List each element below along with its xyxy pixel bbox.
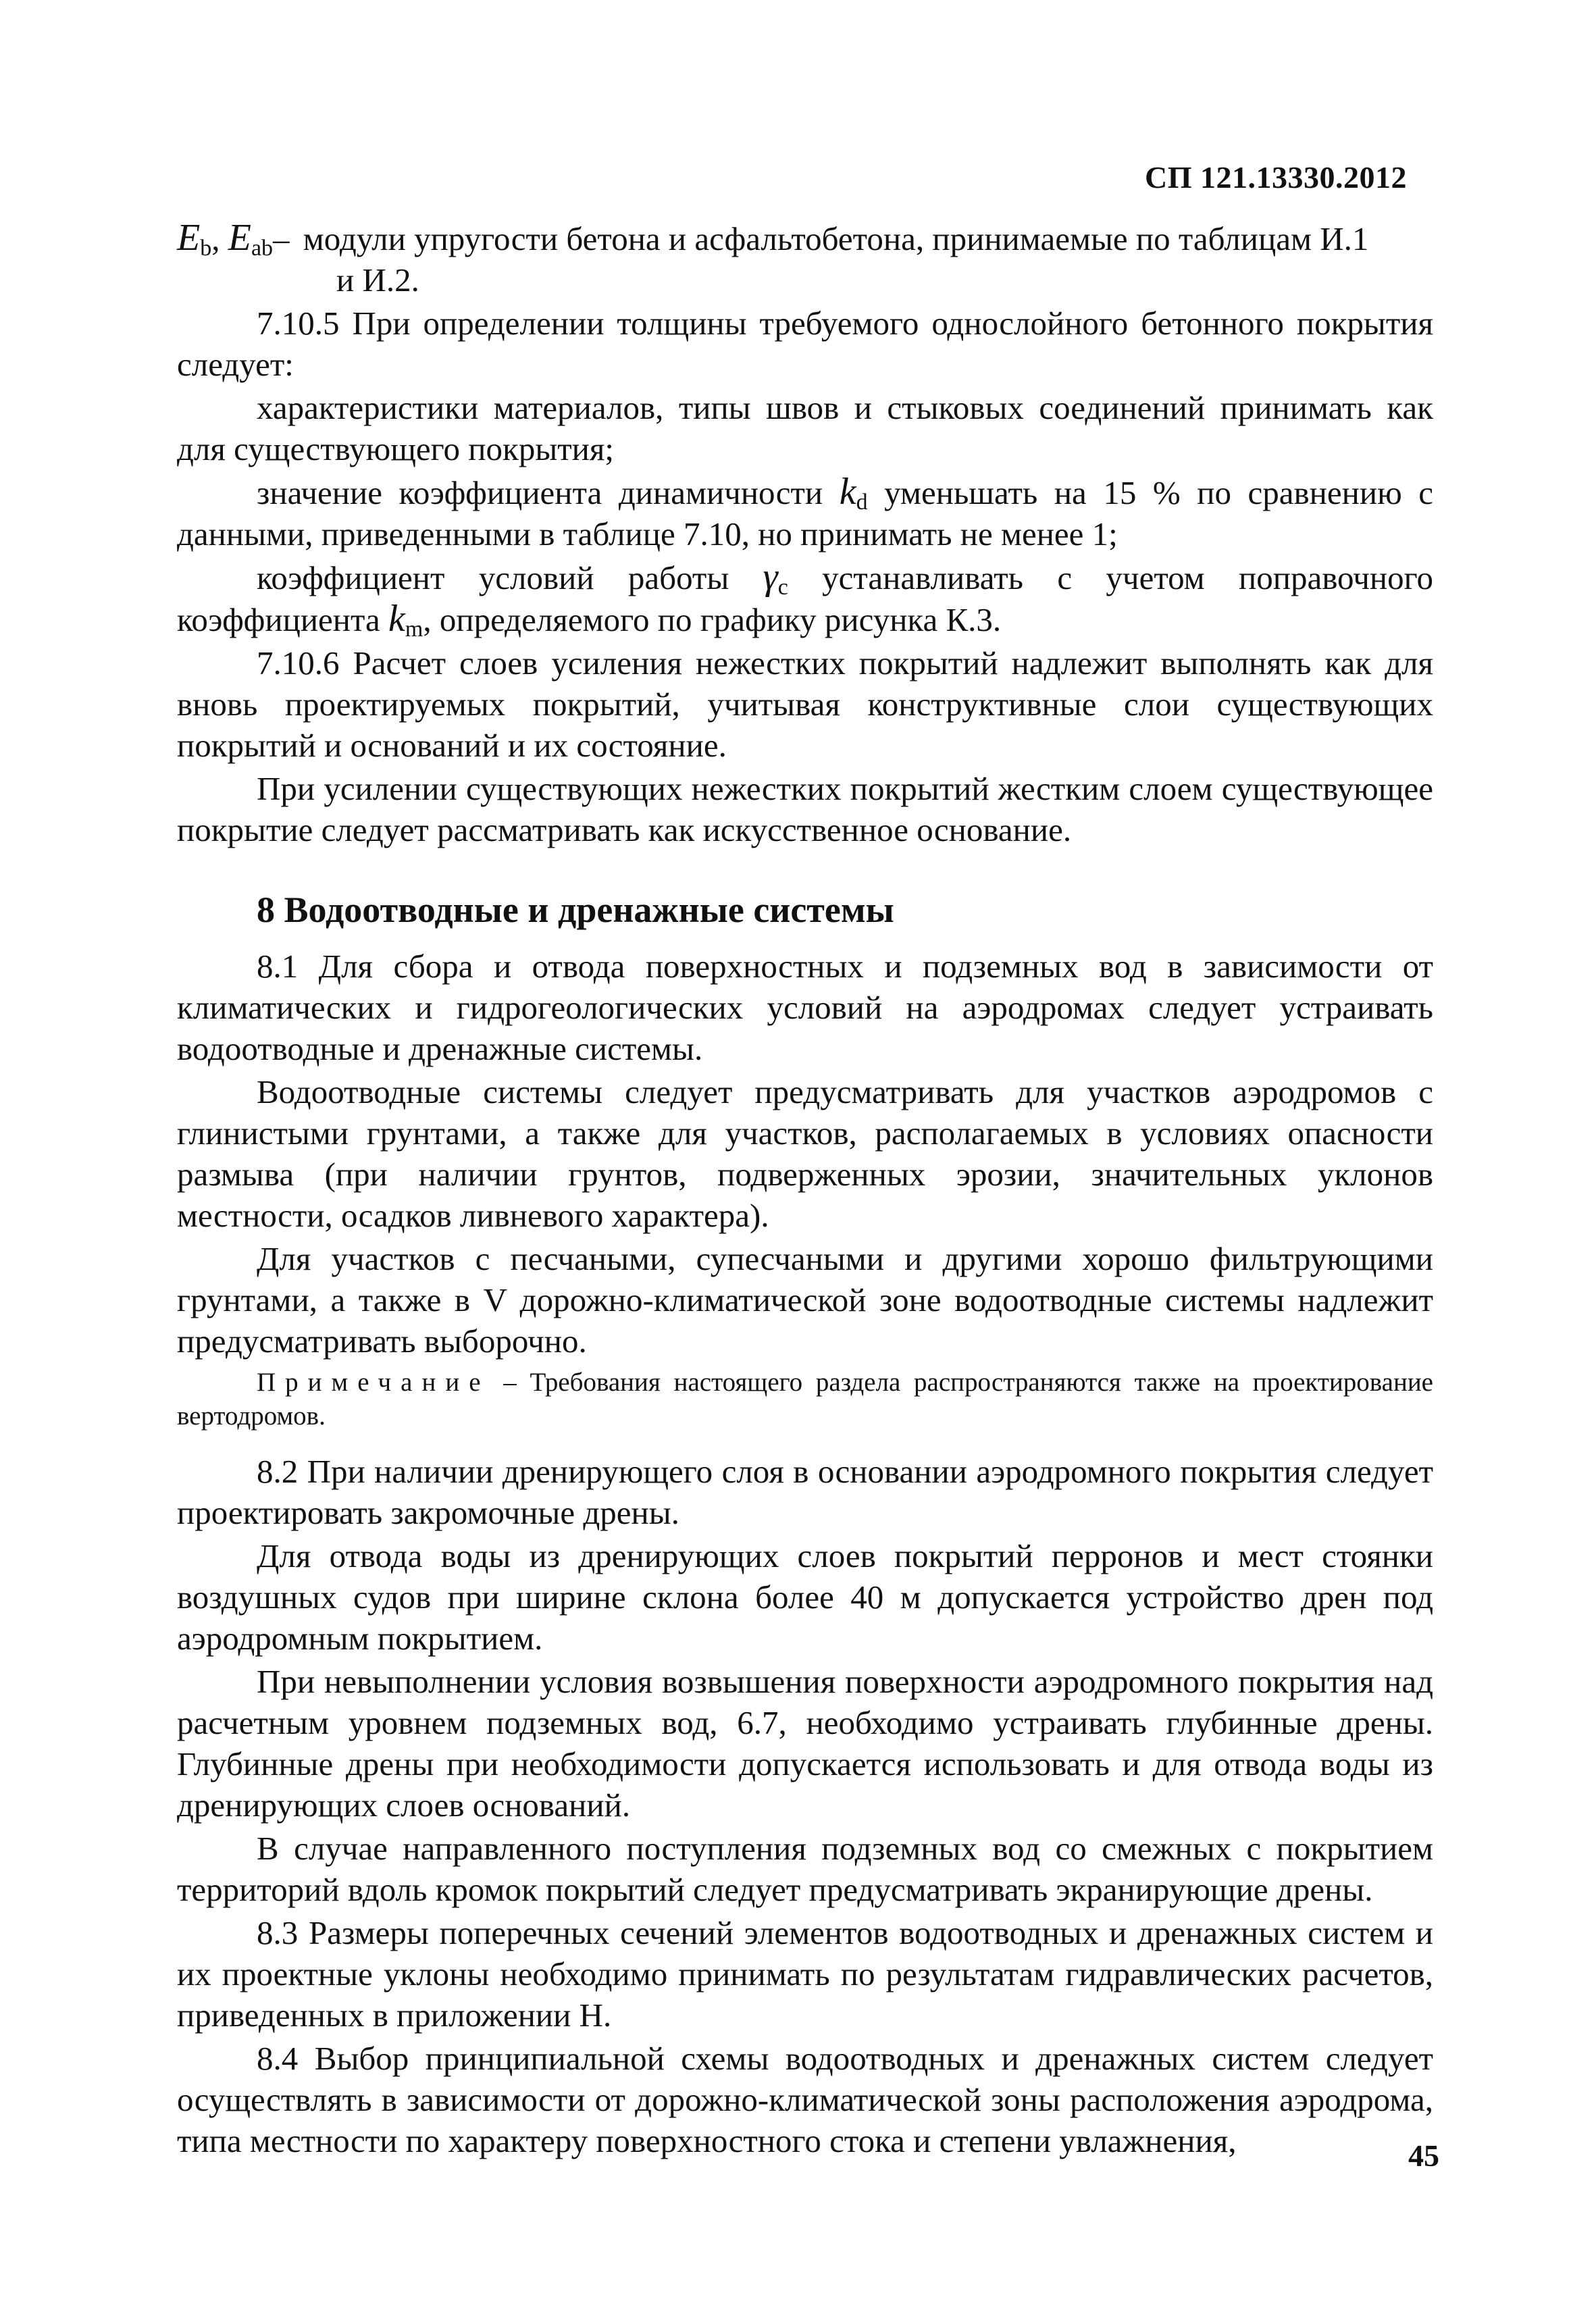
paragraph-deep-drains: При невыполнении условия возвышения поверхности аэродромного покрытия над расчетным уровнем подземных вод, 6.7, необходимо устраивать глубинные дрены. Глубинные дрены при необходимости допускается использовать и для отвода воды из дренирующих слоев оснований. bbox=[177, 1663, 1433, 1824]
document-body bbox=[177, 217, 1433, 2163]
note-label: Примечание bbox=[257, 1368, 490, 1397]
paragraph-7-10-6: 7.10.6 Расчет слоев усиления нежестких покрытий надлежит выполнять как для вновь проектируемых покрытий, учитывая конструктивные слои существующих покрытий и оснований и их состояние. bbox=[177, 644, 1433, 764]
section-8-heading: 8 Водоотводные и дренажные системы bbox=[257, 890, 894, 930]
definition-terms: $E_b$, $E_{ab}-$ bbox=[177, 217, 290, 261]
paragraph-8-4: 8.4 Выбор принципиальной схемы водоотводных и дренажных систем следует осуществлять в зависимости от дорожно-климатической зоны расположения аэродрома, типа местности по характеру поверхностного стока и степени увлажнения, bbox=[177, 2040, 1433, 2159]
symbol-k: k bbox=[839, 471, 856, 513]
list-item-work-coefficient: коэффициент условий работы $\gamma_c$ устанавливать с учетом поправочного коэффициента $k_m$, определяемого по графику рисунка К.3. bbox=[177, 556, 1433, 642]
note-text: – Требования настоящего раздела распространяются также на проектирование вертодромов. bbox=[177, 1368, 1433, 1431]
paragraph-8-1: 8.1 Для сбора и отвода поверхностных и подземных вод в зависимости от климатических и гидрогеологических условий на аэродромах следует устраивать водоотводные и дренажные системы. bbox=[177, 948, 1433, 1067]
paragraph-screen-drains: В случае направленного поступления подземных вод со смежных с покрытием территорий вдоль кромок покрытий следует предусматривать экранирующие дрены. bbox=[177, 1830, 1433, 1908]
list-item-dynamic-coefficient: значение коэффициента динамичности $k_d$ уменьшать на 15 % по сравнению с данными, приведенными в таблице 7.10, но принимать не менее 1; bbox=[177, 471, 1433, 552]
paragraph-7-10-5: 7.10.5 При определении толщины требуемого однослойного бетонного покрытия следует: bbox=[177, 305, 1433, 383]
paragraph-drainage-clay: Водоотводные системы следует предусматривать для участков аэродромов с глинистыми грунтами, а также для участков, располагаемых в условиях опасности размыва (при наличии грунтов, подверженных эрозии, значительных уклонов местности, осадков ливневого характера). bbox=[177, 1073, 1433, 1234]
page-number: 45 bbox=[1408, 2138, 1439, 2173]
paragraph-drain-apron: Для отвода воды из дренирующих слоев покрытий перронов и мест стоянки воздушных судов при ширине склона более 40 м допускается устройство дрен под аэродромным покрытием. bbox=[177, 1537, 1433, 1657]
list-item-materials: характеристики материалов, типы швов и стыковых соединений принимать как для существующего покрытия; bbox=[177, 389, 1433, 467]
note bbox=[177, 1366, 1433, 1433]
document-code-header: СП 121.13330.2012 bbox=[1145, 160, 1407, 195]
definition-text: модули упругости бетона и асфальтобетона, принимаемые по таблицам И.1 bbox=[294, 220, 1369, 257]
symbol-km: k bbox=[388, 598, 405, 640]
definition-continuation: и И.2. bbox=[336, 261, 419, 299]
paragraph-reinforcement: При усилении существующих нежестких покрытий жестким слоем существующее покрытие следует рассматривать как искусственное основание. bbox=[177, 770, 1433, 848]
paragraph-drainage-sand: Для участков с песчаными, супесчаными и другими хорошо фильтрующими грунтами, а также в V дорожно-климатической зоне водоотводные системы надлежит предусматривать выборочно. bbox=[177, 1240, 1433, 1360]
definition-paragraph bbox=[177, 217, 1433, 301]
paragraph-8-2: 8.2 При наличии дренирующего слоя в основании аэродромного покрытия следует проектировать закромочные дрены. bbox=[177, 1453, 1433, 1531]
symbol-gamma: γ bbox=[763, 556, 778, 598]
paragraph-8-3: 8.3 Размеры поперечных сечений элементов водоотводных и дренажных систем и их проектные уклоны необходимо принимать по результатам гидравлических расчетов, приведенных в приложении Н. bbox=[177, 1914, 1433, 2034]
